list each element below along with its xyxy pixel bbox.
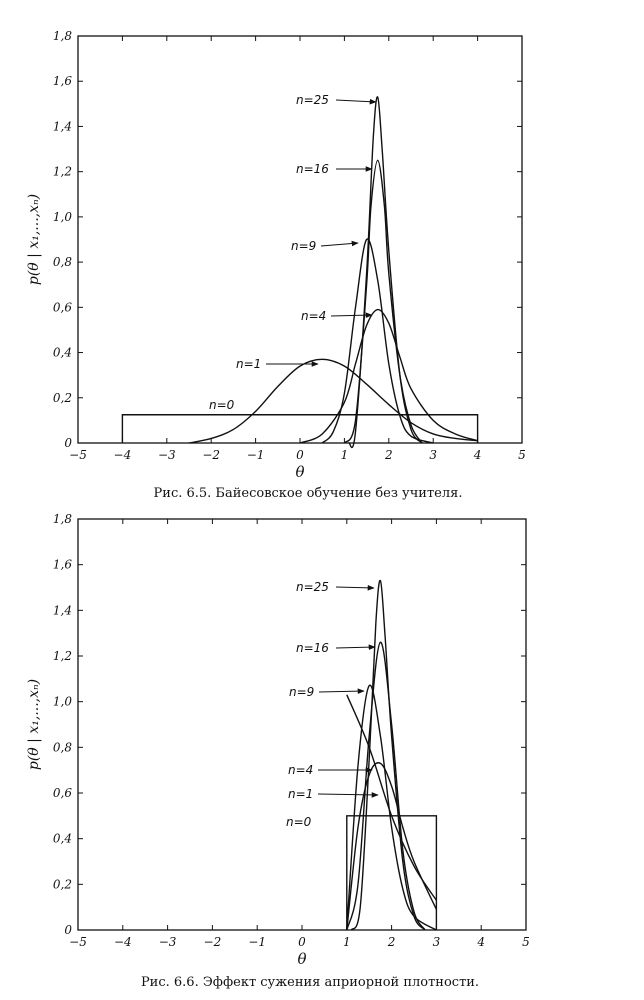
y-tick-label: 0,8 <box>52 740 72 755</box>
y-tick-label: 0,6 <box>52 786 72 800</box>
figure-caption: Рис. 6.5. Байесовское обучение без учителя. <box>153 486 463 501</box>
y-tick-label: 1,2 <box>52 649 72 663</box>
x-tick-label: −4 <box>113 448 132 462</box>
series-label-n-4: n=4 <box>301 309 327 323</box>
series-arrow-n-25 <box>336 100 376 102</box>
series-arrow-n-25 <box>336 587 374 588</box>
series-arrow-n-16 <box>336 647 375 648</box>
y-tick-label: 1,2 <box>52 164 72 179</box>
series-curve-n-4 <box>300 310 478 443</box>
y-tick-label: 0 <box>64 436 72 450</box>
series-label-n-0: n=0 <box>209 398 235 412</box>
y-tick-label: 1,6 <box>52 74 72 89</box>
x-tick-label: −2 <box>202 448 221 462</box>
series-label-n-16: n=16 <box>296 641 329 655</box>
x-tick-label: −3 <box>157 448 176 462</box>
x-tick-label: 2 <box>384 448 393 462</box>
x-tick-label: 1 <box>340 448 349 462</box>
x-tick-label: 2 <box>387 935 396 949</box>
series-label-n-0: n=0 <box>286 815 312 829</box>
series-label-n-4: n=4 <box>288 763 314 777</box>
series-arrow-n-9 <box>319 691 364 692</box>
series-label-n-1: n=1 <box>236 357 262 371</box>
x-axis-label: θ <box>297 950 307 968</box>
series-label-n-25: n=25 <box>296 580 329 594</box>
x-tick-label: 3 <box>429 448 438 462</box>
x-tick-label: 0 <box>296 448 304 462</box>
y-tick-label: 1,8 <box>52 512 72 526</box>
series-label-n-9: n=9 <box>289 685 315 699</box>
series-arrow-n-9 <box>321 243 358 246</box>
x-tick-label: −3 <box>158 935 177 949</box>
series-label-n-1: n=1 <box>288 787 314 801</box>
x-tick-label: 0 <box>298 935 306 949</box>
y-tick-label: 1,6 <box>52 557 72 572</box>
x-tick-label: −5 <box>69 448 87 462</box>
y-tick-label: 1,0 <box>52 694 72 709</box>
series-label-n-25: n=25 <box>296 93 329 107</box>
y-tick-label: 0,4 <box>52 345 72 360</box>
x-tick-label: 1 <box>342 935 351 949</box>
y-tick-label: 1,4 <box>52 119 72 134</box>
x-tick-label: 5 <box>522 935 530 949</box>
y-tick-label: 0,2 <box>52 877 72 892</box>
figure-caption: Рис. 6.6. Эффект сужения априорной плотности. <box>140 975 480 990</box>
x-tick-label: 4 <box>477 935 486 949</box>
x-axis-label: θ <box>295 463 305 481</box>
series-label-n-9: n=9 <box>291 239 317 253</box>
chart-1 <box>26 29 526 501</box>
series-arrow-n-1 <box>318 794 378 795</box>
y-tick-label: 0,2 <box>52 390 72 405</box>
y-tick-label: 1,0 <box>52 209 72 224</box>
chart-2 <box>26 512 530 990</box>
x-tick-label: −5 <box>69 935 87 949</box>
y-tick-label: 1,8 <box>52 29 72 43</box>
x-tick-label: −1 <box>246 448 265 462</box>
y-tick-label: 0 <box>64 923 72 937</box>
y-axis-label: p(θ | x₁,...,xₙ) <box>26 193 42 286</box>
series-curve-n-25 <box>351 580 425 930</box>
x-tick-label: 5 <box>518 448 526 462</box>
x-tick-label: 4 <box>473 448 482 462</box>
x-tick-label: −1 <box>248 935 267 949</box>
x-tick-label: 3 <box>432 935 441 949</box>
series-arrow-n-4 <box>331 315 372 316</box>
x-tick-label: −4 <box>113 935 132 949</box>
y-tick-label: 0,6 <box>52 300 72 315</box>
y-tick-label: 0,8 <box>52 255 72 270</box>
y-tick-label: 0,4 <box>52 831 72 846</box>
y-axis-label: p(θ | x₁,...,xₙ) <box>26 678 42 771</box>
y-tick-label: 1,4 <box>52 603 72 618</box>
x-tick-label: −2 <box>203 935 222 949</box>
series-label-n-16: n=16 <box>296 162 329 176</box>
